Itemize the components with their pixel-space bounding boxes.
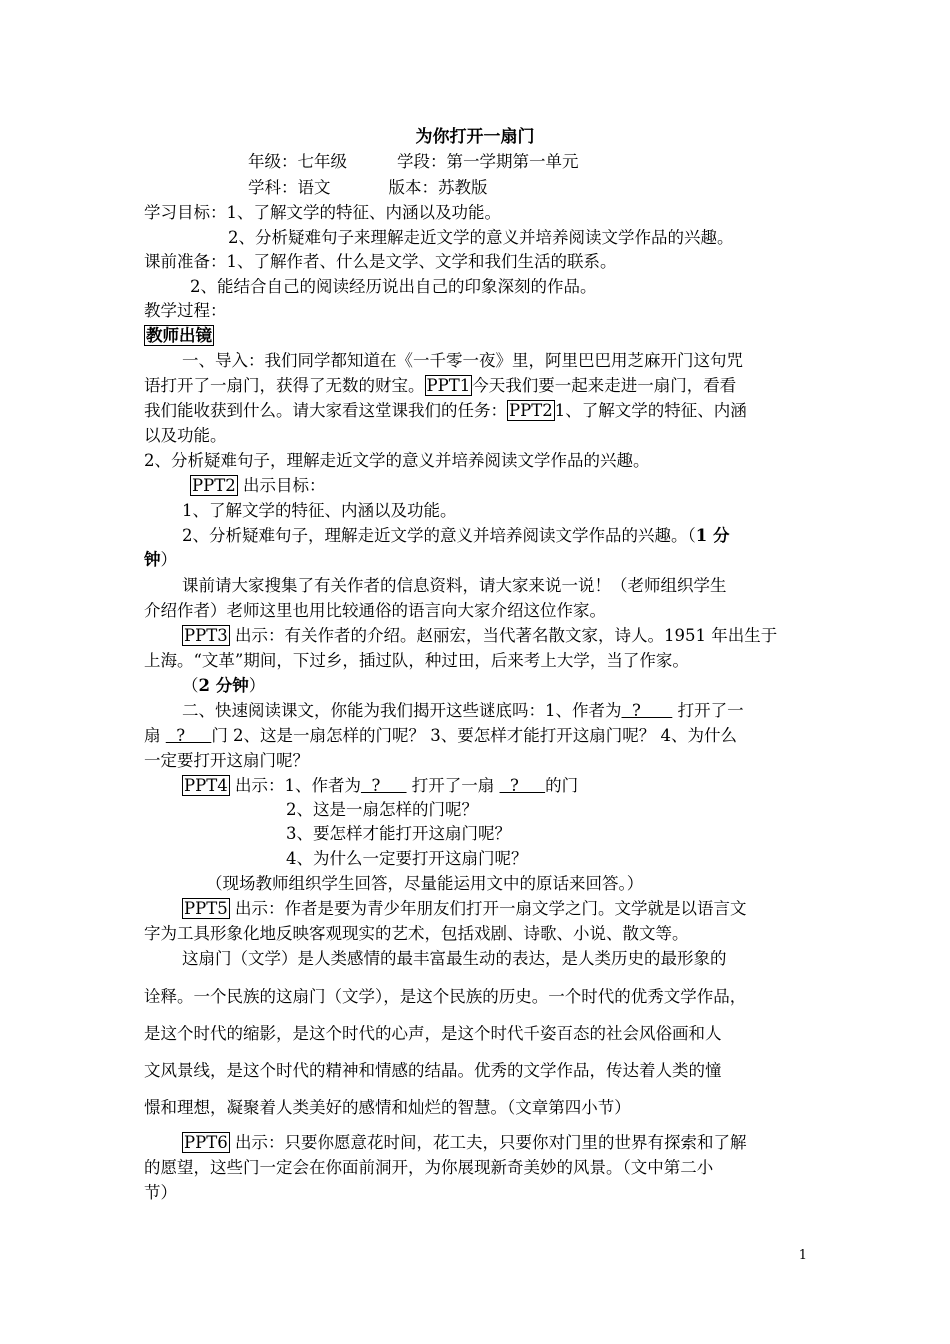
intro-text: 1、了解文学的特征、内涵 [554, 401, 747, 420]
intro-text: 语打开了一扇门，获得了无数的财宝。 [144, 376, 425, 395]
quick-read-text: 门 2、这是一扇怎样的门呢？ 3、要怎样才能打开这扇门呢？ 4、为什么 [211, 726, 738, 745]
author-intro-line-2: 介绍作者）老师这里也用比较通俗的语言向大家介绍这位作家。 [144, 601, 606, 620]
subject-text: 学科：语文 [248, 178, 331, 197]
ppt2-item-2-cont [144, 548, 814, 572]
intro-text: 我们能收获到什么。请大家看这堂课我们的任务： [144, 401, 507, 420]
ppt2-show-tag: PPT2 [192, 476, 236, 495]
ppt4-line-1 [182, 774, 852, 798]
prep-item-2: 2、能结合自己的阅读经历说出自己的印象深刻的作品。 [190, 277, 597, 296]
ppt6-line-3: 节） [144, 1183, 177, 1202]
quick-read-text: 打开了一 [677, 701, 744, 720]
ppt3-line-1 [182, 624, 852, 648]
meta-row-2 [248, 176, 918, 200]
ppt4-question-4: 4、为什么一定要打开这扇门呢？ [286, 849, 528, 868]
literature-line-4: 文风景线，是这个时代的精神和情感的结晶。优秀的文学作品，传达着人类的憧 [144, 1061, 722, 1080]
literature-line-3: 是这个时代的缩影，是这个时代的心声，是这个时代千姿百态的社会风俗画和人 [144, 1024, 722, 1043]
document-title: 为你打开一扇门 [415, 127, 535, 147]
ppt5-line-2: 字为工具形象化地反映客观现实的艺术，包括戏剧、诗歌、小说、散文等。 [144, 924, 689, 943]
quick-read-line-1 [182, 699, 852, 723]
literature-line-1: 这扇门（文学）是人类感情的最丰富最生动的表达，是人类历史的最形象的 [182, 949, 727, 968]
intro-line-4: 以及功能。 [144, 426, 227, 445]
ppt5-line-1 [182, 897, 852, 921]
objective-item-2: 2、分析疑难句子来理解走近文学的意义并培养阅读文学作品的兴趣。 [228, 228, 734, 247]
time-label-2: 2 分钟 [198, 676, 249, 695]
ppt6-line-2: 的愿望，这些门一定会在你面前洞开，为你展现新奇美妙的风景。（文中第二小 [144, 1158, 714, 1177]
blank-1: ? [621, 701, 673, 720]
intro-line-5: 2、分析疑难句子，理解走近文学的意义并培养阅读文学作品的兴趣。 [144, 451, 650, 470]
ppt4-question-2: 2、这是一扇怎样的门呢？ [286, 800, 478, 819]
author-intro-line-1: 课前请大家搜集了有关作者的信息资料，请大家来说一说！（老师组织学生 [182, 576, 727, 595]
quick-read-text: 二、快速阅读课文，你能为我们揭开这些谜底吗：1、作者为 [182, 701, 622, 720]
prep-line-1 [144, 250, 814, 274]
ppt3-tag: PPT3 [184, 626, 228, 645]
ppt4-question-3: 3、要怎样才能打开这扇门呢？ [286, 824, 511, 843]
grade-text: 年级：七年级 [248, 152, 347, 171]
ppt4-text: 出示：1、作者为 [234, 776, 361, 795]
ppt4-note: （现场教师组织学生回答，尽量能运用文中的原话来回答。） [206, 874, 644, 893]
literature-line-5: 憬和理想，凝聚着人类美好的感情和灿烂的智慧。（文章第四小节） [144, 1098, 631, 1117]
ppt2-item-2 [182, 524, 852, 548]
ppt2-show-text: 出示目标： [242, 476, 326, 495]
time-label-1: 1 分 [695, 526, 730, 545]
term-text: 学段：第一学期第一单元 [397, 152, 579, 171]
ppt3-line-2: 上海。“文革”期间，下过乡，插过队，种过田，后来考上大学，当了作家。 [144, 651, 689, 670]
intro-text: 今天我们要一起来走进一扇门，看看 [472, 376, 737, 395]
ppt1-tag: PPT1 [426, 376, 471, 395]
ppt6-line-1 [182, 1131, 852, 1155]
ppt2-show-line [190, 474, 860, 498]
prep-label: 课前准备： [144, 252, 227, 271]
ppt5-tag: PPT5 [184, 899, 228, 918]
ppt2-item-1: 1、了解文学的特征、内涵以及功能。 [182, 501, 457, 520]
literature-line-2: 诠释。一个民族的这扇门（文学），是这个民族的历史。一个时代的优秀文学作品， [144, 987, 747, 1006]
ppt4-blank-1: ? [360, 776, 407, 795]
objectives-line-1 [144, 201, 814, 225]
teacher-label-row [144, 324, 814, 348]
ppt3-time [182, 674, 852, 698]
quick-read-text: 扇 [144, 726, 161, 745]
time-label-1-cont: 钟 [144, 550, 161, 569]
ppt4-tag: PPT4 [184, 776, 228, 795]
prep-item-1: 1、了解作者、什么是文学、文学和我们生活的联系。 [226, 252, 617, 271]
ppt3-text: 出示：有关作者的介绍。赵丽宏，当代著名散文家，诗人。1951 年出生于 [234, 626, 778, 645]
blank-2: ? [165, 726, 212, 745]
page-number: 1 [798, 1248, 807, 1263]
process-label: 教学过程： [144, 301, 227, 320]
ppt4-text: 打开了一扇 [411, 776, 495, 795]
teacher-label: 教师出镜 [146, 326, 212, 345]
intro-line-3 [144, 399, 814, 423]
ppt6-tag: PPT6 [184, 1133, 228, 1152]
ppt2-tag: PPT2 [509, 401, 553, 420]
closing-paren: ） [160, 550, 177, 569]
ppt4-text: 的门 [545, 776, 579, 795]
edition-text: 版本：苏教版 [388, 178, 488, 197]
quick-read-line-2 [144, 724, 814, 748]
quick-read-line-3: 一定要打开这扇门呢？ [144, 751, 309, 770]
ppt4-blank-2: ? [499, 776, 546, 795]
meta-row-1 [248, 150, 918, 174]
ppt2-item-2-text: 2、分析疑难句子，理解走近文学的意义并培养阅读文学作品的兴趣。（ [182, 526, 696, 545]
objectives-label: 学习目标： [144, 203, 227, 222]
ppt6-text: 出示：只要你愿意花时间，花工夫，只要你对门里的世界有探索和了解 [234, 1133, 747, 1152]
ppt5-text: 出示：作者是要为青少年朋友们打开一扇文学之门。文学就是以语言文 [234, 899, 747, 918]
intro-line-1: 一、导入：我们同学都知道在《一千零一夜》里，阿里巴巴用芝麻开门这句咒 [182, 351, 743, 370]
intro-line-2 [144, 374, 814, 398]
objective-item-1: 1、了解文学的特征、内涵以及功能。 [226, 203, 501, 222]
paren-close: ） [248, 676, 266, 695]
paren-open: （ [182, 676, 199, 695]
